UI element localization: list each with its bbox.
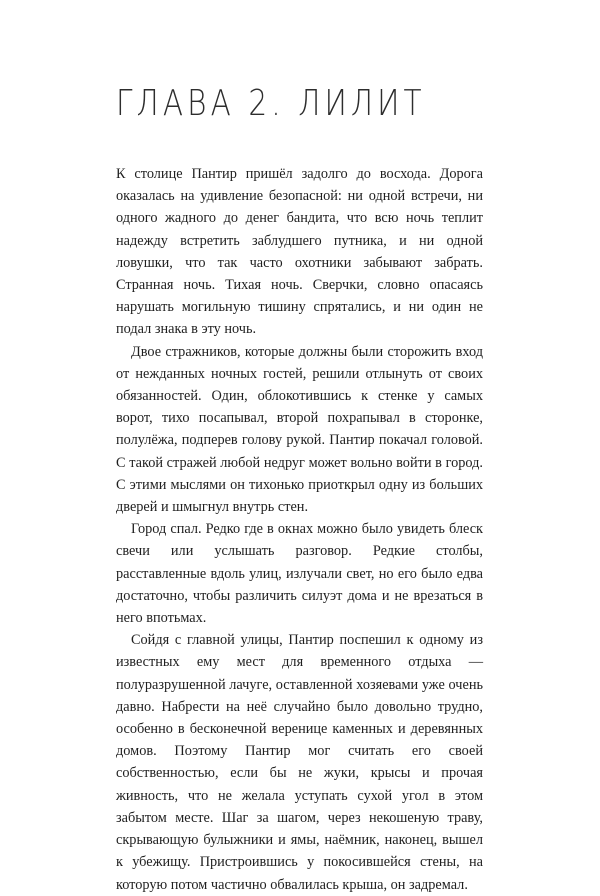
paragraph: Сойдя с главной улицы, Пантир поспешил к одному из известных ему мест для временного отдыха — полуразрушенной лачуге, оставленной хозяевами уже очень давно. Набрести на неё случайно было довольно трудно, особенно в бесконечной веренице каменных и деревянных домов. Поэтому Пантир мог считать его своей собственностью, если бы не жуки, крысы и прочая живность, что не желала уступать сухой угол в этом забытом месте. Шаг за шагом, через некошеную траву, скрывающую булыжники и ямы, наёмник, наконец, вышел к убежищу. Пристроившись у покосившейся стены, на которую потом частично обвалилась крыша, он задремал. bbox=[116, 632, 483, 893]
chapter-title: ГЛАВА 2. ЛИЛИТ bbox=[116, 83, 426, 124]
chapter-text bbox=[116, 163, 483, 896]
paragraph: Город спал. Редко где в окнах можно было увидеть блеск свечи или услышать разговор. Редкие столбы, расставленные вдоль улиц, излучали свет, но его было едва достаточно, чтобы различить силуэт дома и не врезаться в него впотьмах. bbox=[116, 521, 483, 627]
paragraph: К столице Пантир пришёл задолго до восхода. Дорога оказалась на удивление безопасной: ни одной встречи, ни одного жадного до денег бандита, что всю ночь теплит надежду встретить заблудшего путника, и ни одной ловушки, что так часто охотники забывают забрать. Странная ночь. Тихая ночь. Сверчки, словно опасаясь нарушать могильную тишину спрятались, и ни один не подал знака в эту ночь. bbox=[116, 166, 483, 338]
paragraph: Двое стражников, которые должны были сторожить вход от нежданных ночных гостей, решили отлынуть от своих обязанностей. Один, облокотившись к стенке у самых ворот, тихо посапывал, второй похрапывал в сторонке, полулёжа, подперев голову рукой. Пантир покачал головой. С такой стражей любой недруг может вольно войти в город. С этими мыслями он тихонько приоткрыл одну из больших дверей и шмыгнул внутрь стен. bbox=[116, 343, 483, 516]
